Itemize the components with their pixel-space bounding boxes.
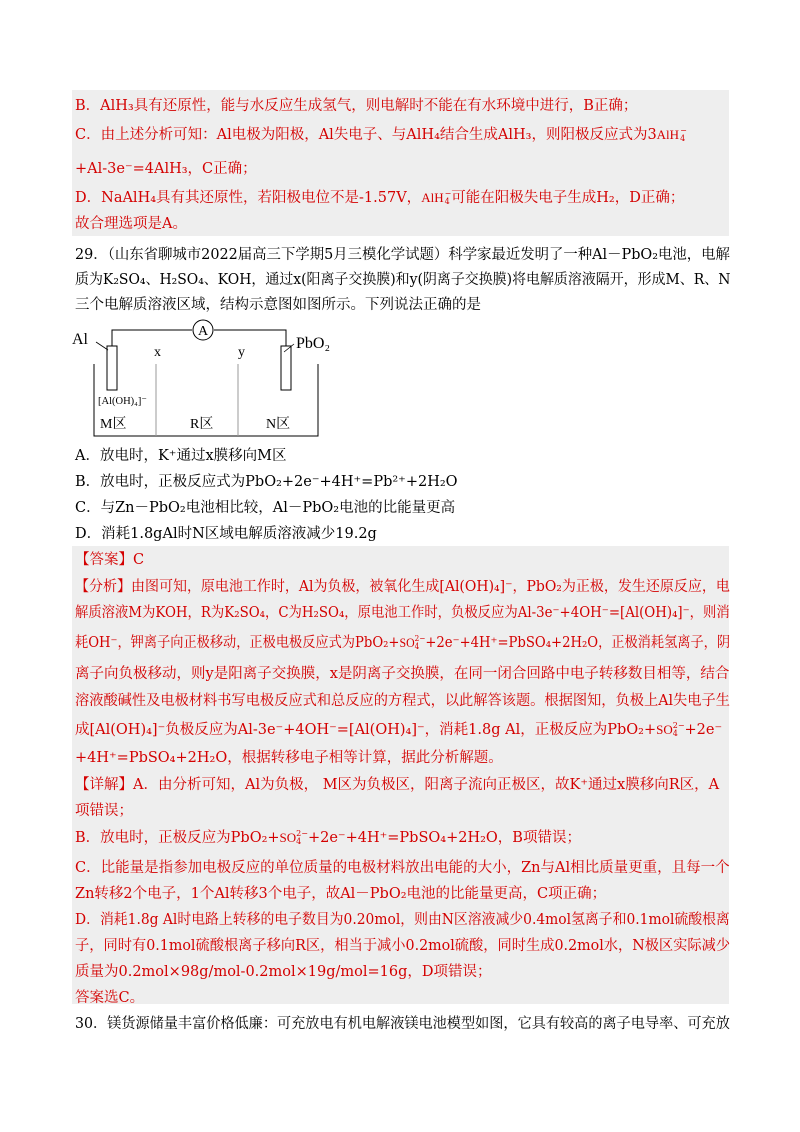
external-wire — [112, 330, 192, 348]
prev-explanation-b: B．AlH₃具有还原性，能与水反应生成氢气，则电解时不能在有水环境中进行，B正确； — [75, 98, 638, 114]
sulfate-ion-formula-3: SO — [279, 830, 297, 845]
option-d: D．消耗1.8gAl时N区域电解质溶液减少19.2g — [75, 526, 377, 542]
detail-line5: Zn转移2个电子，1个Al转移3个电子，故Al－PbO₂电池的比能量更高，C项正确； — [75, 886, 607, 902]
prev-explanation-c-cont: +Al-3e⁻=4AlH₃，C正确； — [75, 161, 257, 177]
detail-conclusion: 答案选C。 — [75, 990, 145, 1006]
external-wire-right — [214, 330, 286, 348]
analysis-line7: +4H⁺=PbSO₄+2H₂O，根据转移电子相等计算，据此分析解题。 — [75, 750, 503, 766]
prev-conclusion: 故合理选项是A。 — [75, 216, 187, 232]
answer-line: 【答案】C — [75, 552, 145, 568]
q30-stem-line1: 30．镁货源储量丰富价格低廉：可充放电有机电解液镁电池模型如图，它具有较高的离子电导率、可充放 — [75, 1016, 730, 1032]
prev-explanation-c: C．由上述分析可知：Al电极为阳极，Al失电子、与AlH₄结合生成AlH₃，则阳极反应式为3AlH − 4 — [75, 126, 687, 143]
detail-line4: C．比能量是指参加电极反应的单位质量的电极材料放出电能的大小，Zn与Al相比质量更重，且每一个 — [75, 860, 730, 876]
detail-line7: 子，同时有0.1mol硫酸根离子移向R区，相当于减小0.2mol硫酸，同时生成0.2mol水，N极区实际减少 — [75, 938, 731, 954]
membrane-y-label: y — [238, 345, 245, 360]
pbo2-electrode — [281, 346, 291, 390]
battery-diagram — [70, 318, 330, 438]
prev-explanation-d-text-2: 可能在阳极失电子生成H₂，D正确； — [451, 190, 685, 206]
zone-m-label: M区 — [100, 417, 127, 432]
option-a: A．放电时，K⁺通过x膜移向M区 — [75, 448, 287, 464]
detail-line1: 【详解】A．由分析可知，Al为负极， M区为负极区，阳离子流向正极区，故K⁺通过x膜移向R区，A — [75, 777, 720, 793]
analysis-line2: 解质溶液M为KOH，R为K₂SO₄，C为H₂SO₄，原电池工作时，负极反应为Al-3e⁻+4OH⁻=[Al(OH)₄]⁻，则消 — [75, 605, 730, 621]
sulfate-ion-formula-2: SO — [656, 722, 673, 737]
al-electrode-label: Al — [72, 331, 88, 348]
sulfate-ion-formula: SO — [399, 635, 415, 650]
complex-ion-label: [Al(OH)₄]⁻ — [98, 396, 147, 407]
option-b: B．放电时，正极反应式为PbO₂+2e⁻+4H⁺=Pb²⁺+2H₂O — [75, 474, 458, 490]
analysis-line1: 【分析】由图可知，原电池工作时，Al为负极，被氧化生成[Al(OH)₄]⁻，PbO₂为正极，发生还原反应，电 — [75, 579, 730, 595]
prev-explanation-d: D．NaAlH₄具有其还原性，若阳极电位不是-1.57V，AlH − 4 可能在阳极失电子生成H₂，D正确； — [75, 189, 685, 206]
analysis-line3: 耗OH⁻，钾离子向正极移动，正极电极反应式为PbO₂+SO 2− 4 +2e⁻+4H⁺=PbSO₄+2H₂O，正极消耗氢离子，阴 — [75, 634, 731, 651]
analysis-label: 【分析】 — [75, 579, 131, 595]
analysis-line4: 离子向负极移动，则y是阳离子交换膜，x是阴离子交换膜，在同一闭合回路中电子转移数目相等，结合 — [75, 666, 730, 682]
alh4-ion-formula: AlH — [656, 127, 680, 142]
option-c: C．与Zn－PbO₂电池相比较，Al－PbO₂电池的比能量更高 — [75, 500, 456, 516]
detail-line6: D．消耗1.8g Al时电路上转移的电子数目为0.20mol，则由N区溶液减少0.4mol氢离子和0.1mol硫酸根离 — [75, 912, 730, 928]
q29-stem-line2: 质为K₂SO₄、H₂SO₄、KOH，通过x(阳离子交换膜)和y(阴离子交换膜)将电解质溶液隔开，形成M、R、N — [75, 272, 731, 288]
zone-n-label: N区 — [266, 417, 291, 432]
ammeter-label: A — [197, 324, 209, 339]
q29-stem-line1: 29．（山东省聊城市2022届高三下学期5月三模化学试题）科学家最近发明了一种Al－PbO₂电池，电解 — [75, 247, 730, 263]
analysis-line6: 成[Al(OH)₄]⁻负极反应为Al-3e⁻+4OH⁻=[Al(OH)₄]⁻，消耗1.8g Al，正极反应为PbO₂+SO 2− 4 +2e⁻ — [75, 721, 723, 738]
prev-explanation-d-text: D．NaAlH₄具有其还原性，若阳极电位不是-1.57V， — [75, 190, 422, 206]
prev-explanation-c-text: C．由上述分析可知：Al电极为阳极，Al失电子、与AlH₄结合生成AlH₃，则阳极反应式为3 — [75, 127, 657, 143]
detail-label: 【详解】 — [75, 777, 133, 793]
alh4-ion-formula-2: AlH — [421, 190, 444, 205]
membrane-x-label: x — [154, 345, 161, 360]
al-electrode — [107, 346, 117, 390]
pbo2-electrode-label: PbO₂ — [296, 335, 330, 352]
q29-stem-line3: 三个电解质溶液区域，结构示意图如图所示。下列说法正确的是 — [75, 297, 481, 313]
detail-line8: 质量为0.2mol×98g/mol-0.2mol×19g/mol=16g，D项错误； — [75, 964, 492, 980]
analysis-line5: 溶液酸碱性及电极材料书写电极反应式和总反应的方程式，以此解答该题。根据图知，负极上Al失电子生 — [75, 693, 730, 709]
zone-r-label: R区 — [190, 417, 214, 432]
detail-line2: 项错误； — [75, 803, 133, 819]
detail-line3: B．放电时，正极反应为PbO₂+SO 2− 4 +2e⁻+4H⁺=PbSO₄+2H₂O，B项错误； — [75, 829, 581, 846]
